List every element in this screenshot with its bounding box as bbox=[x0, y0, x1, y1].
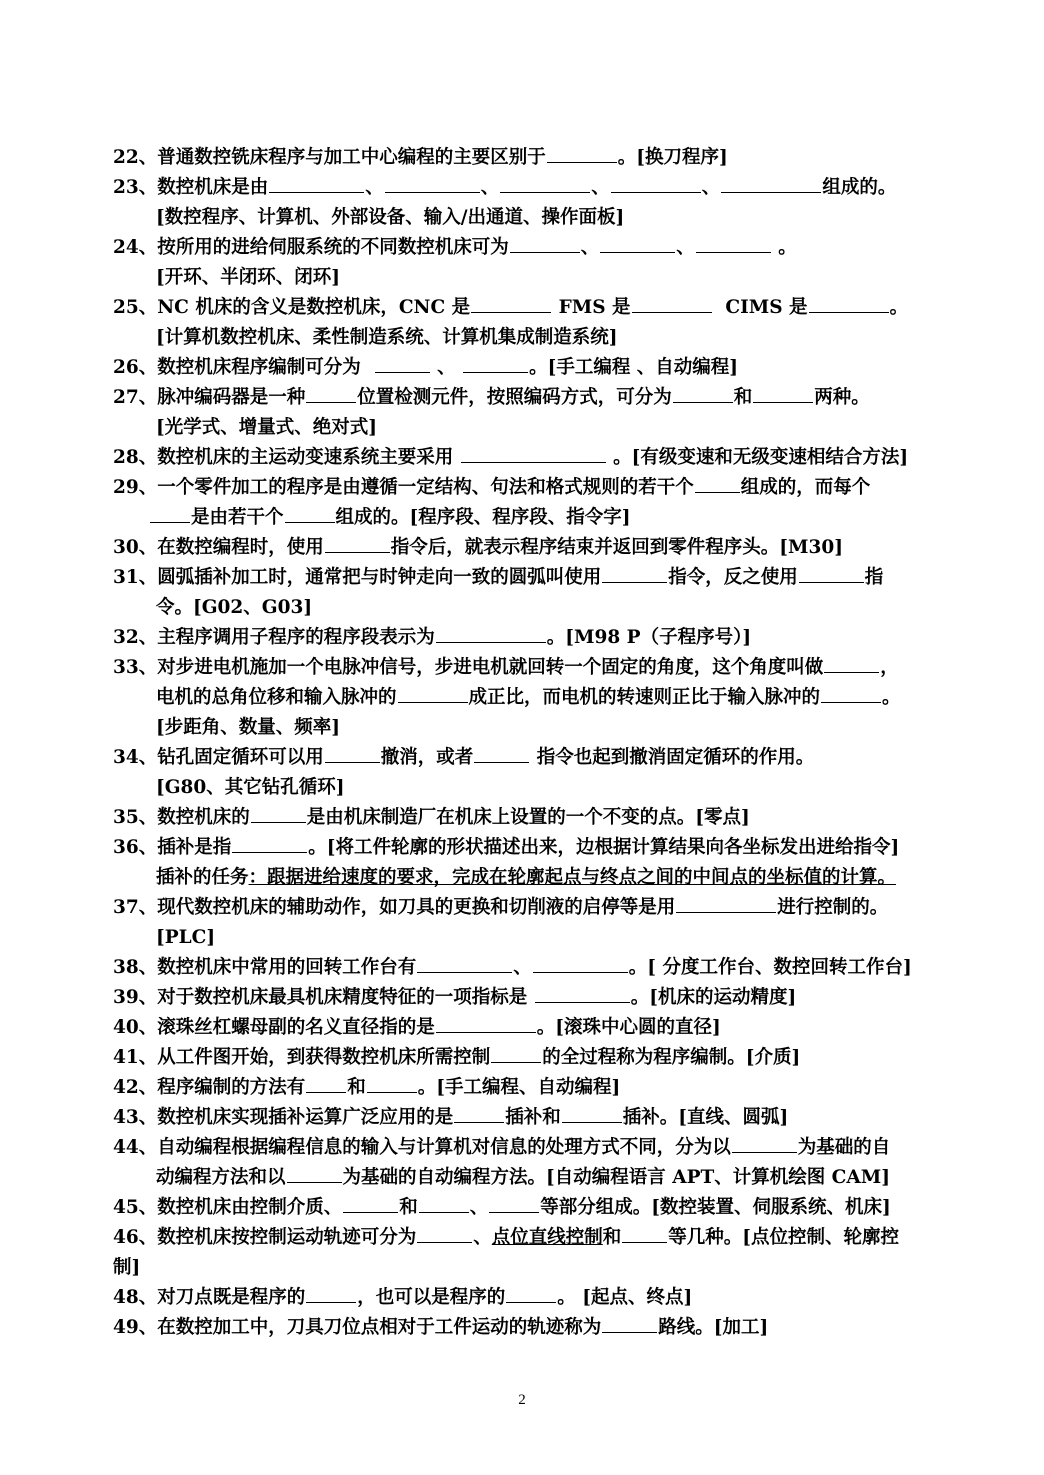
q46-line-2: 制] bbox=[113, 1257, 141, 1278]
q24-line: 24、按所用的进给伺服系统的不同数控机床可为 、 、 。 bbox=[113, 233, 993, 263]
q27-line: 27、脉冲编码器是一种 位置检测元件，按照编码方式，可分为 和 两种。 bbox=[113, 383, 993, 413]
q39-line: 39、对于数控机床最具机床精度特征的一项指标是 。[机床的运动精度] bbox=[113, 983, 993, 1013]
page-number: 2 bbox=[518, 1392, 526, 1408]
answer-blank bbox=[454, 1103, 504, 1123]
answer-blank bbox=[510, 233, 580, 253]
q37-line: 37、现代数控机床的辅助动作，如刀具的更换和切削液的启停等是用 进行控制的。 bbox=[113, 893, 993, 923]
q23-line: 23、数控机床是由 、 、 、 、 组成的。 bbox=[113, 173, 993, 203]
answer-blank bbox=[673, 383, 733, 403]
q27-answer: [光学式、增量式、绝对式] bbox=[156, 417, 378, 438]
answer-blank bbox=[600, 233, 675, 253]
answer-blank bbox=[732, 1133, 797, 1153]
answer-blank bbox=[287, 1163, 342, 1183]
answer-blank bbox=[398, 683, 468, 703]
answer-blank bbox=[463, 353, 528, 373]
answer-blank bbox=[611, 173, 701, 193]
q31-line: 31、圆弧插补加工时，通常把与时钟走向一致的圆弧叫使用 指令，反之使用 指 bbox=[113, 563, 993, 593]
answer-blank bbox=[602, 563, 667, 583]
answer-blank bbox=[491, 1043, 541, 1063]
answer-blank bbox=[632, 293, 712, 313]
answer-blank bbox=[251, 803, 306, 823]
answer-blank bbox=[461, 443, 606, 463]
q34-answer: [G80、其它钻孔循环] bbox=[156, 777, 345, 798]
answer-blank bbox=[232, 833, 307, 853]
q25-answer: [计算机数控机床、柔性制造系统、计算机集成制造系统] bbox=[156, 327, 618, 348]
answer-blank bbox=[306, 383, 356, 403]
q26-line: 26、数控机床程序编制可分为 、 。[手工编程 、自动编程] bbox=[113, 353, 993, 383]
answer-blank bbox=[436, 623, 546, 643]
answer-blank bbox=[506, 1283, 556, 1303]
q25-line: 25、NC 机床的含义是数控机床，CNC 是 FMS 是 CIMS 是 。 bbox=[113, 293, 993, 323]
q35-line: 35、数控机床的 是由机床制造厂在机床上设置的一个不变的点。[零点] bbox=[113, 803, 993, 833]
q34-line: 34、钻孔固定循环可以用 撤消，或者 指令也起到撤消固定循环的作用。 bbox=[113, 743, 993, 773]
answer-blank bbox=[385, 173, 480, 193]
answer-blank bbox=[799, 563, 864, 583]
answer-blank bbox=[419, 1193, 469, 1213]
answer-blank bbox=[150, 503, 190, 523]
answer-blank bbox=[753, 383, 813, 403]
q48-line: 48、对刀点既是程序的 ，也可以是程序的 。 [起点、终点] bbox=[113, 1283, 993, 1313]
q33-line: 33、对步进电机施加一个电脉冲信号，步进电机就回转一个固定的角度，这个角度叫做 ， bbox=[113, 653, 993, 683]
answer-blank bbox=[436, 1013, 536, 1033]
answer-blank bbox=[547, 143, 617, 163]
answer-blank bbox=[721, 173, 821, 193]
q36-line-2: 插补的任务：跟据进给速度的要求，完成在轮廓起点与终点之间的中间点的坐标值的计算。 bbox=[156, 867, 897, 888]
q40-line: 40、滚珠丝杠螺母副的名义直径指的是 。[滚珠中心圆的直径] bbox=[113, 1013, 993, 1043]
q44-line: 44、自动编程根据编程信息的输入与计算机对信息的处理方式不同，分为以 为基础的自 bbox=[113, 1133, 993, 1163]
answer-blank bbox=[285, 503, 335, 523]
answer-blank bbox=[375, 353, 430, 373]
q49-line: 49、在数控加工中，刀具刀位点相对于工件运动的轨迹称为 路线。[加工] bbox=[113, 1313, 993, 1343]
q46-line: 46、数控机床按控制运动轨迹可分为 、点位直线控制和 等几种。[点位控制、轮廓控 bbox=[113, 1223, 993, 1253]
answer-blank bbox=[500, 173, 590, 193]
q30-line: 30、在数控编程时，使用 指令后，就表示程序结束并返回到零件程序头。[M30] bbox=[113, 533, 993, 563]
answer-blank bbox=[367, 1073, 417, 1093]
answer-blank bbox=[824, 653, 879, 673]
answer-blank bbox=[417, 1223, 472, 1243]
q23-answer: [数控程序、计算机、外部设备、输入/出通道、操作面板] bbox=[156, 207, 625, 228]
q45-line: 45、数控机床由控制介质、 和 、 等部分组成。[数控装置、伺服系统、机床] bbox=[113, 1193, 993, 1223]
answer-blank bbox=[602, 1313, 657, 1333]
q29-line-2: 是由若干个 组成的。[程序段、程序段、指令字] bbox=[113, 503, 993, 533]
q44-line-2: 动编程方法和以 为基础的自动编程方法。[自动编程语言 APT、计算机绘图 CAM] bbox=[113, 1163, 993, 1193]
answer-blank bbox=[325, 743, 380, 763]
answer-blank bbox=[471, 293, 551, 313]
answer-blank bbox=[695, 473, 740, 493]
answer-blank bbox=[821, 683, 881, 703]
answer-blank bbox=[622, 1223, 667, 1243]
answer-blank bbox=[343, 1193, 398, 1213]
q31-answer: 令。[G02、G03] bbox=[156, 597, 313, 618]
answer-blank bbox=[306, 1283, 356, 1303]
answer-blank bbox=[562, 1103, 622, 1123]
answer-blank bbox=[474, 743, 529, 763]
q28-line: 28、数控机床的主运动变速系统主要采用 。[有级变速和无级变速相结合方法] bbox=[113, 443, 993, 473]
q38-line: 38、数控机床中常用的回转工作台有 、 。[ 分度工作台、数控回转工作台] bbox=[113, 953, 993, 983]
answer-blank bbox=[269, 173, 364, 193]
q36-line: 36、插补是指 。[将工件轮廓的形状描述出来，边根据计算结果向各坐标发出进给指令] bbox=[113, 833, 993, 863]
q33-answer: [步距角、数量、频率] bbox=[156, 717, 341, 738]
q37-answer: [PLC] bbox=[156, 927, 216, 948]
q32-line: 32、主程序调用子程序的程序段表示为 。[M98 P（子程序号）] bbox=[113, 623, 993, 653]
answer-blank bbox=[489, 1193, 539, 1213]
answer-blank bbox=[533, 953, 628, 973]
answer-blank bbox=[306, 1073, 346, 1093]
answer-blank bbox=[809, 293, 889, 313]
answer-blank bbox=[696, 233, 771, 253]
question-list bbox=[113, 143, 993, 1343]
q24-answer: [开环、半闭环、闭环] bbox=[156, 267, 341, 288]
q43-line: 43、数控机床实现插补运算广泛应用的是 插补和 插补。[直线、圆弧] bbox=[113, 1103, 993, 1133]
answer-blank bbox=[535, 983, 630, 1003]
q29-line: 29、一个零件加工的程序是由遵循一定结构、句法和格式规则的若干个 组成的，而每个 bbox=[113, 473, 993, 503]
answer-blank bbox=[676, 893, 776, 913]
q33-line-2: 电机的总角位移和输入脉冲的 成正比，而电机的转速则正比于输入脉冲的 。 bbox=[113, 683, 993, 713]
q41-line: 41、从工件图开始，到获得数控机床所需控制 的全过程称为程序编制。[介质] bbox=[113, 1043, 993, 1073]
q42-line: 42、程序编制的方法有 和 。[手工编程、自动编程] bbox=[113, 1073, 993, 1103]
answer-blank bbox=[325, 533, 390, 553]
q22-line: 22、普通数控铣床程序与加工中心编程的主要区别于 。[换刀程序] bbox=[113, 143, 993, 173]
answer-blank bbox=[417, 953, 512, 973]
